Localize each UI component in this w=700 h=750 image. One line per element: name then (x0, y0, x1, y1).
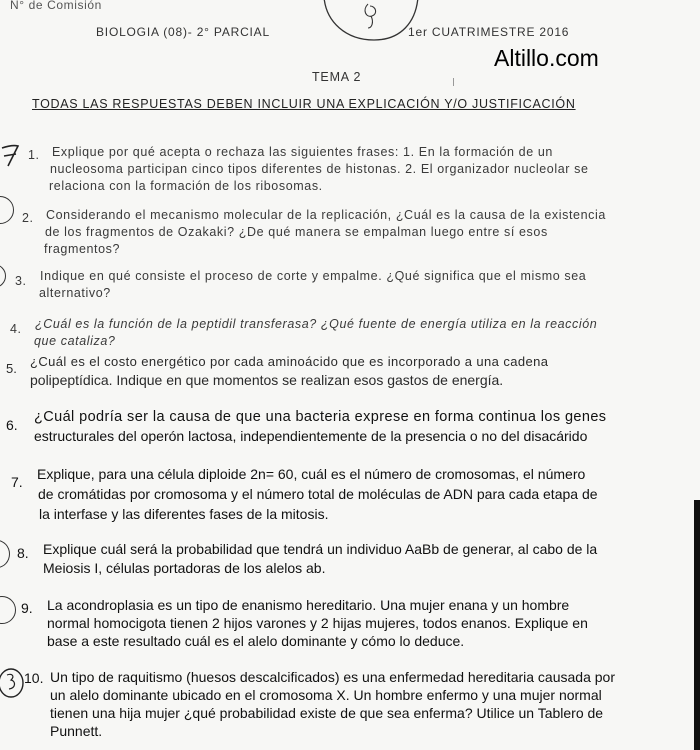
question-number: 6. (6, 417, 18, 433)
question-number: 3. (15, 274, 27, 288)
question-line: Explique por qué acepta o rechaza las siguientes frases: 1. En la formación de un (52, 145, 553, 159)
handwritten-grade-icon (0, 140, 30, 170)
handwritten-circle-icon (0, 596, 16, 624)
watermark-text: Altillo.com (494, 45, 599, 71)
question-line: Indique en qué consiste el proceso de corte y empalme. ¿Qué significa que el mismo sea (40, 269, 587, 283)
question-line: polipeptídica. Indique en que momentos se realizan esos gastos de energía. (30, 372, 504, 388)
question-line: relaciona con la formación de los ribosomas. (49, 179, 323, 193)
question-line: estructurales del operón lactosa, independientemente de la presencia o no del disacárido (34, 428, 588, 444)
question-line: que cataliza? (34, 334, 116, 348)
term-title: 1er CUATRIMESTRE 2016 (408, 25, 570, 39)
question-line: Explique, para una célula diploide 2n= 60, cuál es el número de cromosomas, el número (37, 466, 586, 482)
question-line: Un tipo de raquitismo (huesos descalcificados) es una enfermedad hereditaria causada por (50, 669, 615, 685)
question-line: ¿Cuál es el costo energético por cada aminoácido que es incorporado a una cadena (30, 354, 549, 369)
question-line: normal homocigota tienen 2 hijos varones y 2 hijas mujeres, todos enanos. Explique en (47, 615, 588, 631)
handwritten-circle-icon (0, 196, 14, 224)
question-line: ¿Cuál es la función de la peptidil transferasa? ¿Qué fuente de energía utiliza en la reacción (35, 317, 598, 331)
question-number: 1. (28, 148, 40, 162)
question-number: 9. (21, 600, 33, 616)
scan-edge-line (453, 78, 454, 86)
handwritten-circle-icon (0, 666, 28, 700)
question-number: 5. (6, 361, 17, 376)
question-line: un alelo dominante ubicado en el cromosoma X. Un hombre enfermo y una mujer normal (50, 687, 602, 703)
question-line: la interfase y las diferentes fases de la mitosis. (39, 506, 329, 522)
scan-edge-shadow (694, 500, 700, 750)
question-line: alternativo? (39, 286, 111, 300)
question-line: nucleosoma participan cinco tipos diferentes de histonas. 2. El organizador nucleolar se (50, 162, 589, 176)
course-title: BIOLOGIA (08)- 2° PARCIAL (96, 25, 270, 39)
question-number: 4. (10, 322, 22, 336)
handwritten-circle-icon (0, 540, 10, 568)
question-line: Considerando el mecanismo molecular de la replicación, ¿Cuál es la causa de la existencia (46, 208, 606, 222)
question-line: Explique cuál será la probabilidad que tendrá un individuo AaBb de generar, al cabo de la (43, 541, 598, 557)
question-number: 7. (11, 474, 23, 490)
question-line: de los fragmentos de Ozakaki? ¿De qué manera se empalman luego entre sí esos (45, 225, 548, 239)
question-line: Meiosis I, células portadoras de los alelos ab. (43, 560, 326, 576)
tema-label: TEMA 2 (312, 70, 362, 84)
question-number: 8. (17, 545, 29, 561)
question-line: Punnett. (50, 723, 103, 739)
question-line: base a este resultado cuál es el alelo dominante y cómo lo deduce. (47, 633, 465, 649)
question-number: 2. (22, 211, 34, 225)
question-line: tienen una hija mujer ¿qué probabilidad existe de que sea enferma? Utilice un Tablero de (50, 705, 604, 721)
question-number: 10. (24, 670, 44, 686)
question-line: fragmentos? (44, 242, 121, 256)
question-line: de cromátidas por cromosoma y el número total de moléculas de ADN para cada etapa de (38, 486, 598, 502)
comision-label: N° de Comisión (10, 0, 102, 12)
question-line: ¿Cuál podría ser la causa de que una bacteria exprese en forma continua los genes (34, 409, 607, 425)
question-line: La acondroplasia es un tipo de enanismo hereditario. Una mujer enana y un hombre (47, 597, 570, 613)
handwritten-circle-icon (0, 264, 6, 288)
instruction-heading: TODAS LAS RESPUESTAS DEBEN INCLUIR UNA EXPLICACIÓN Y/O JUSTIFICACIÓN (32, 97, 576, 111)
